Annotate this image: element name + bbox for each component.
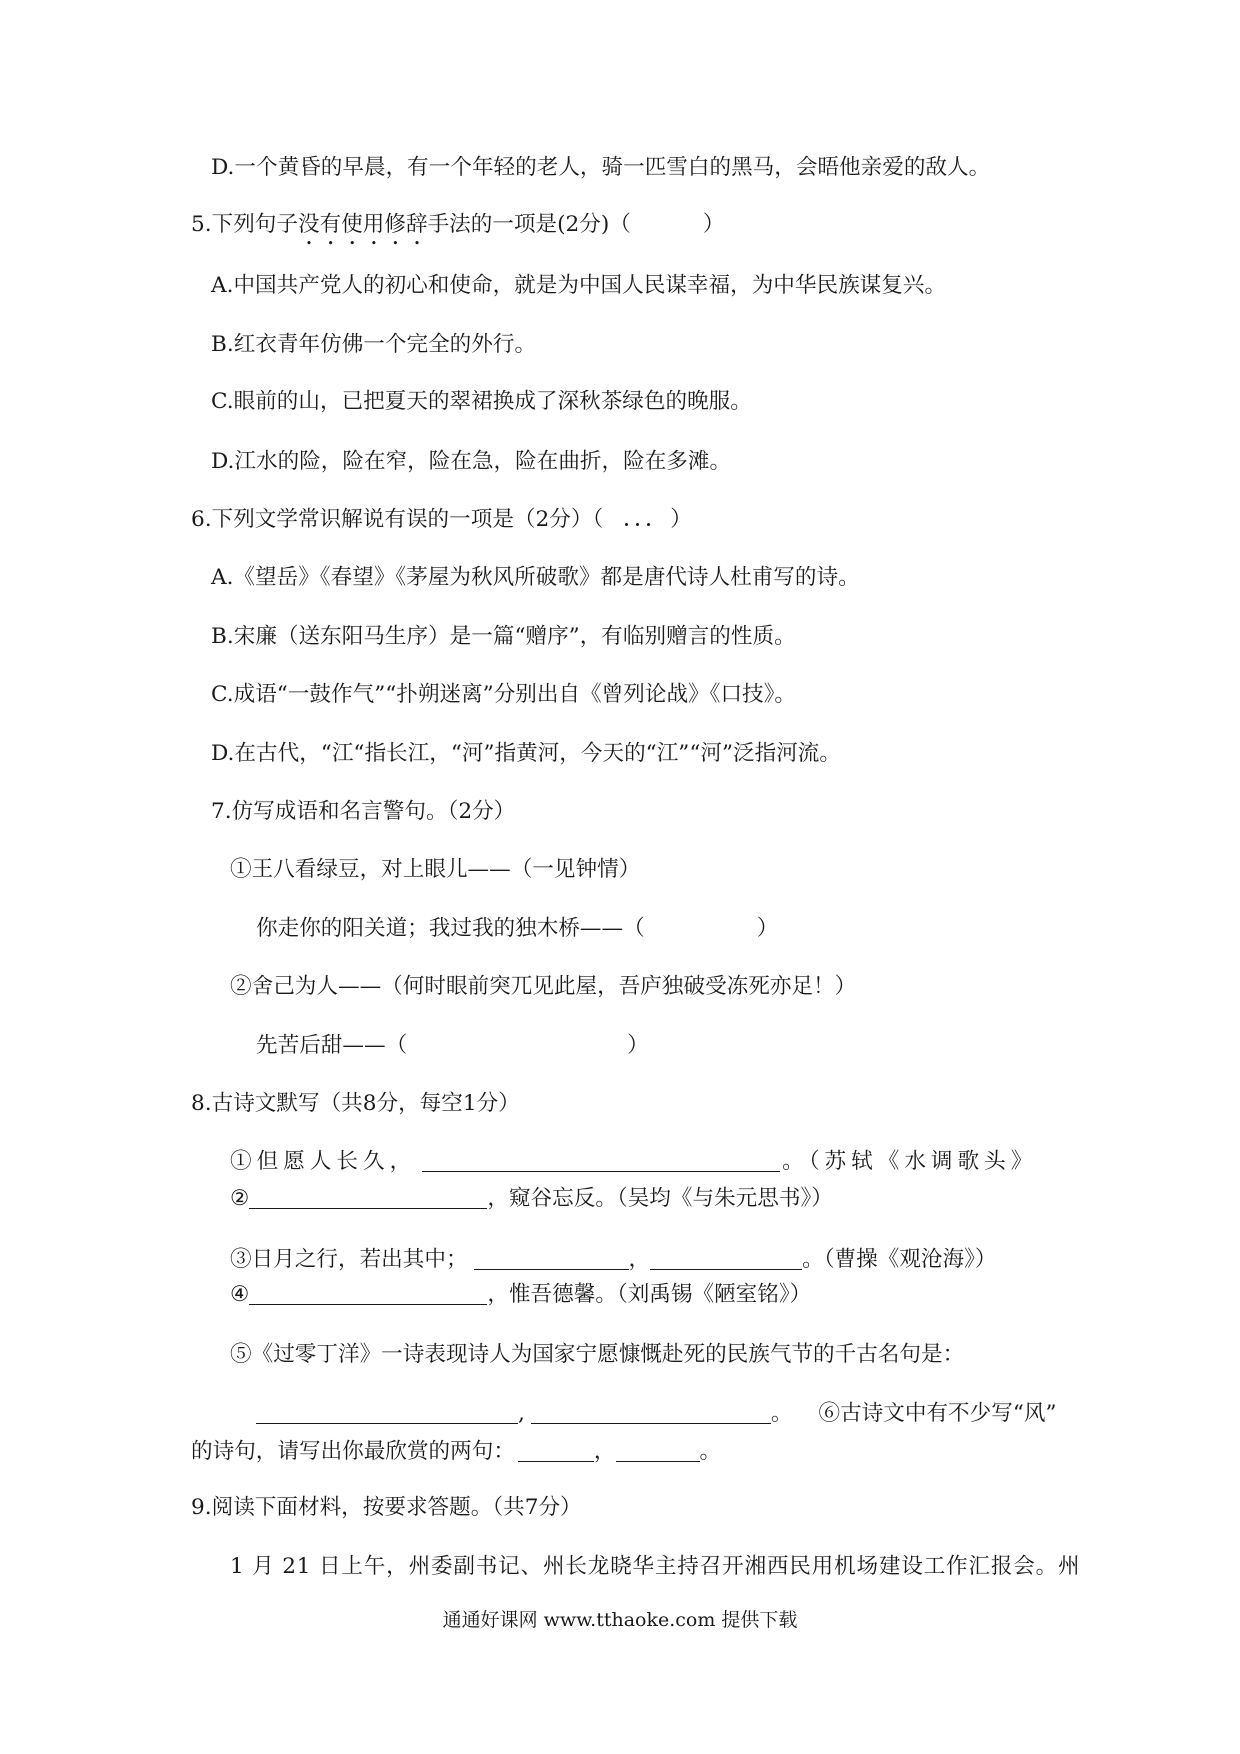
q5-stem-prefix: 5.下列句子 xyxy=(191,212,298,237)
q5-option-d: D.江水的险，险在窄，险在急，险在曲折，险在多滩。 xyxy=(211,449,732,474)
q8-item-4-after: ，惟吾德馨。（刘禹锡《陋室铭》） xyxy=(487,1282,812,1307)
q8-item-5-prompt: ⑤《过零丁洋》一诗表现诗人为国家宁愿慷慨赴死的民族气节的千古名句是： xyxy=(230,1342,965,1367)
q7-close-paren-2: ） xyxy=(627,1033,649,1058)
q7-prompt-2 xyxy=(256,1031,649,1061)
q8-item-3-after: 。（曹操《观沧海》） xyxy=(802,1247,997,1272)
q8-item-1-after: 。（苏轼《水调歌头》 xyxy=(782,1149,1038,1174)
q8-item-3 xyxy=(230,1245,997,1275)
q8-item-4-before: ④ xyxy=(230,1282,250,1307)
q6-option-b: B.宋廉（送东阳马生序）是一篇“赠序”，有临别赠言的性质。 xyxy=(211,624,796,649)
q8-blank-1 xyxy=(422,1151,780,1172)
q7-example-1: ①王八看绿豆，对上眼儿——（一见钟情） xyxy=(230,857,641,882)
q8-item-1 xyxy=(230,1147,1037,1177)
q5-stem-emphasis: 没有使用修辞 xyxy=(297,212,428,237)
q5-option-b: B.红衣青年仿佛一个完全的外行。 xyxy=(211,332,537,357)
q7-prompt-1-text: 你走你的阳关道；我过我的独木桥——（ xyxy=(256,916,645,941)
q8-blank-5b xyxy=(531,1403,771,1424)
q6-close-paren: ） xyxy=(670,507,692,532)
q8-item-6-between: ， xyxy=(593,1439,616,1464)
q7-answer-space-2 xyxy=(407,1051,627,1052)
q7-example-2: ②舍己为人——（何时眼前突兀见此屋，吾庐独破受冻死亦足！） xyxy=(230,974,857,999)
q7-close-paren-1: ） xyxy=(756,916,779,941)
q8-item-5-after: 。 xyxy=(770,1401,793,1426)
q7-answer-space-1 xyxy=(645,934,757,935)
q8-blank-6a xyxy=(518,1441,594,1462)
q8-blank-2 xyxy=(249,1188,487,1209)
q5-stem xyxy=(191,210,725,250)
q8-item-6 xyxy=(191,1437,721,1467)
q8-blank-3b xyxy=(650,1249,802,1270)
q4-option-d: D.一个黄昏的早晨，有一个年轻的老人，骑一匹雪白的黑马，会晤他亲爱的敌人。 xyxy=(211,155,991,180)
q9-passage-line: 1 月 21 日上午，州委副书记、州长龙晓华主持召开湘西民用机场建设工作汇报会。州 xyxy=(230,1554,1081,1579)
q8-item-1-before: ①但愿人长久， xyxy=(230,1149,417,1174)
emphasis-dots xyxy=(621,505,654,535)
q7-prompt-2-text: 先苦后甜——（ xyxy=(256,1033,408,1058)
q8-item-2-after: ，窥谷忘反。（吴均《与朱元思书》） xyxy=(487,1186,833,1211)
q9-stem: 9.阅读下面材料，按要求答题。（共7分） xyxy=(191,1495,582,1520)
q8-blank-6b xyxy=(616,1441,700,1462)
page-footer: 通通好课网 www.tthaoke.com 提供下载 xyxy=(442,1609,798,1631)
q8-item-2 xyxy=(230,1184,833,1214)
q8-item-4 xyxy=(230,1280,811,1310)
q8-item-3-between: ， xyxy=(628,1247,651,1272)
q8-blank-5a xyxy=(256,1403,518,1424)
q6-option-d: D.在古代，“江“指长江，“河”指黄河，今天的“江”“河”泛指河流。 xyxy=(211,741,841,766)
q8-item-5-between: , xyxy=(518,1401,525,1426)
q8-item-6-after: 。 xyxy=(699,1439,722,1464)
q8-item-6-prompt-end: 的诗句，请写出你最欣赏的两句： xyxy=(191,1439,515,1464)
q5-answer-space xyxy=(631,230,703,231)
q5-stem-suffix: 手法的一项是(2分)（ xyxy=(427,212,631,237)
q8-stem: 8.古诗文默写（共8分，每空1分） xyxy=(191,1091,520,1116)
q7-stem: 7.仿写成语和名言警句。（2分） xyxy=(211,799,516,824)
q8-item-6-prompt-start: ⑥古诗文中有不少写“风” xyxy=(818,1401,1057,1426)
q8-item-2-before: ② xyxy=(230,1186,250,1211)
q6-option-c: C.成语“一鼓作气”“扑朔迷离”分别出自《曾列论战》《口技》。 xyxy=(211,682,797,707)
q8-item-5-answer-line xyxy=(256,1399,1057,1429)
q5-option-c: C.眼前的山，已把夏天的翠裙换成了深秋茶绿色的晚服。 xyxy=(211,389,752,414)
q5-option-a: A.中国共产党人的初心和使命，就是为中国人民谋幸福，为中华民族谋复兴。 xyxy=(211,273,947,298)
q5-close-paren: ） xyxy=(702,212,725,237)
q6-stem xyxy=(191,505,692,535)
q8-blank-4 xyxy=(249,1284,487,1305)
q8-blank-3a xyxy=(474,1249,629,1270)
q7-prompt-1 xyxy=(256,914,778,944)
q6-stem-text: 6.下列文学常识解说有误的一项是（2分）（ xyxy=(191,507,604,532)
q8-item-3-before: ③日月之行，若出其中； xyxy=(230,1247,468,1272)
q6-option-a: A.《望岳》《春望》《茅屋为秋风所破歌》都是唐代诗人杜甫写的诗。 xyxy=(211,565,860,590)
